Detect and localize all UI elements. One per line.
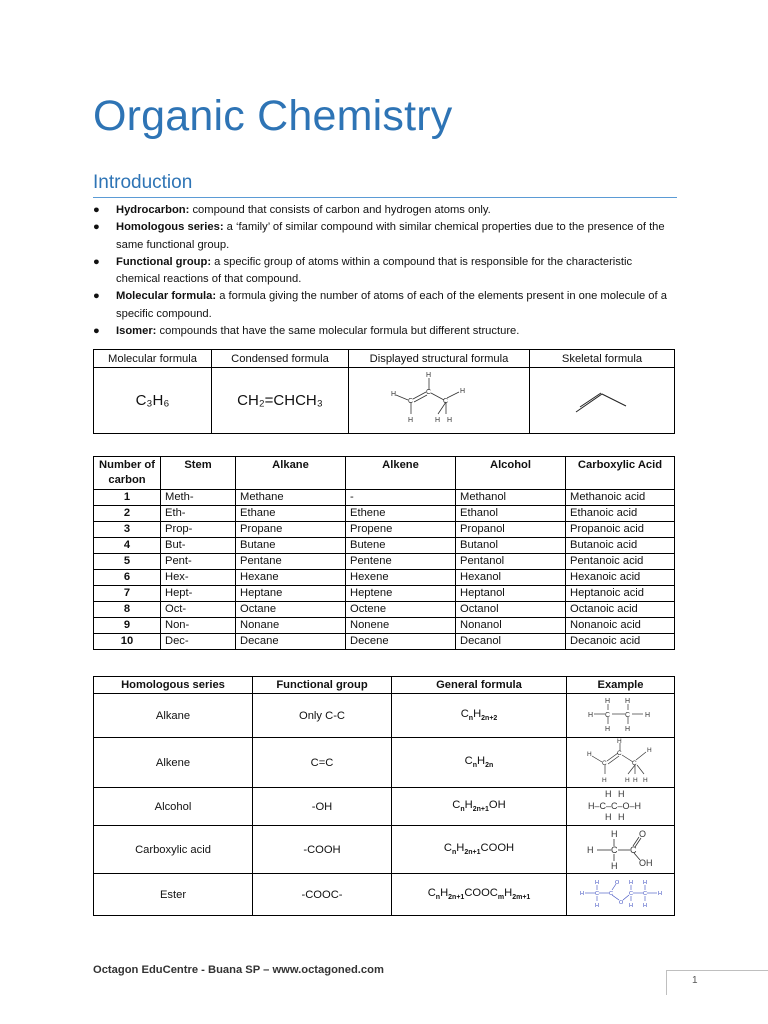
term: Functional group: bbox=[116, 255, 212, 268]
svg-text:O: O bbox=[618, 900, 623, 906]
table-row: 1 Meth- Methane - Methanol Methanoic acid bbox=[94, 489, 675, 505]
svg-text:H: H bbox=[586, 751, 592, 758]
term: Isomer: bbox=[116, 325, 157, 338]
svg-text:H: H bbox=[594, 880, 599, 886]
table-row: 9 Non- Nonane Nonene Nonanol Nonanoic acid bbox=[94, 617, 675, 633]
svg-text:C: C bbox=[604, 712, 610, 719]
general-formula: $C_nH_{2n+1}COOC_mH_{2m+1}$ bbox=[392, 874, 567, 916]
ethanoic-acid-structure-icon bbox=[584, 826, 658, 870]
general-formula: $C_nH_{2n+2}$ bbox=[392, 694, 567, 738]
svg-text:H: H bbox=[601, 777, 607, 784]
svg-text:H: H bbox=[604, 812, 611, 822]
column-header: Homologous series bbox=[94, 677, 253, 694]
table-row: 6 Hex- Hexane Hexene Hexanol Hexanoic acid bbox=[94, 569, 675, 585]
page-footer: Octagon EduCentre - Buana SP – www.octagoned.com bbox=[93, 964, 384, 976]
svg-text:H: H bbox=[586, 845, 593, 855]
svg-text:C: C bbox=[594, 891, 599, 897]
svg-text:H: H bbox=[435, 417, 441, 424]
svg-text:H: H bbox=[579, 891, 584, 897]
formula-types-table bbox=[93, 349, 675, 434]
svg-text:H: H bbox=[642, 777, 648, 784]
svg-text:C: C bbox=[616, 750, 622, 757]
list-item bbox=[93, 288, 677, 323]
svg-text:H: H bbox=[628, 903, 633, 909]
definition-list bbox=[93, 202, 677, 340]
table-row: Alkane Only C-C $C_nH_{2n+2}$ H C C H H H H H bbox=[94, 694, 675, 738]
bullet-icon: ● bbox=[93, 204, 100, 216]
column-header: Carboxylic Acid bbox=[566, 457, 675, 490]
table-row: 5 Pent- Pentane Pentene Pentanol Pentanoic acid bbox=[94, 553, 675, 569]
example-cell bbox=[567, 874, 675, 916]
svg-text:C: C bbox=[426, 389, 432, 396]
column-header: Displayed structural formula bbox=[349, 350, 530, 368]
svg-text:C: C bbox=[642, 891, 647, 897]
page-number: 1 bbox=[692, 975, 698, 986]
svg-text:H: H bbox=[610, 829, 617, 839]
svg-text:H: H bbox=[617, 789, 624, 799]
svg-text:OH: OH bbox=[638, 858, 652, 868]
svg-text:H: H bbox=[391, 391, 397, 398]
skeletal-structure-cell bbox=[530, 368, 675, 434]
column-header: Number of carbon bbox=[94, 457, 161, 490]
svg-text:H: H bbox=[646, 747, 652, 754]
svg-text:H: H bbox=[604, 789, 611, 799]
column-header: Functional group bbox=[253, 677, 392, 694]
definition: a specific group of atoms within a compound that is responsible for the characteristic chemical reactions of that compound. bbox=[116, 255, 633, 286]
svg-text:H: H bbox=[604, 726, 610, 732]
table-row: Alcohol -OH $C_nH_{2n+1}OH$ H H H–C–C–O–H H H bbox=[94, 788, 675, 826]
column-header: Example bbox=[567, 677, 675, 694]
propene-displayed-structure-icon bbox=[384, 368, 494, 430]
table-row: 2 Eth- Ethane Ethene Ethanol Ethanoic acid bbox=[94, 505, 675, 521]
svg-text:H: H bbox=[628, 880, 633, 886]
svg-text:H: H bbox=[408, 417, 414, 424]
definition: compound that consists of carbon and hydrogen atoms only. bbox=[189, 204, 491, 216]
column-header: General formula bbox=[392, 677, 567, 694]
list-item bbox=[93, 254, 677, 289]
column-header: Condensed formula bbox=[212, 350, 349, 368]
column-header: Alkene bbox=[346, 457, 456, 490]
svg-text:H: H bbox=[587, 712, 593, 719]
table-row: Ester -COOC- $C_nH_{2n+1}COOC_mH_{2m+1}$ H C H H C O O C C H H H H H bbox=[94, 874, 675, 916]
bullet-icon: ● bbox=[93, 255, 100, 268]
term: Hydrocarbon: bbox=[116, 204, 190, 216]
svg-text:H: H bbox=[642, 903, 647, 909]
list-item bbox=[93, 219, 677, 254]
example-cell bbox=[567, 738, 675, 788]
general-formula: $C_nH_{2n}$ bbox=[392, 738, 567, 788]
column-header: Alcohol bbox=[456, 457, 566, 490]
ethanol-structure-icon bbox=[585, 788, 657, 822]
propene-skeletal-structure-icon bbox=[572, 382, 632, 416]
displayed-structure-cell bbox=[349, 368, 530, 434]
general-formula: $C_nH_{2n+1}OH$ bbox=[392, 788, 567, 826]
table-row: 4 But- Butane Butene Butanol Butanoic acid bbox=[94, 537, 675, 553]
svg-text:C: C bbox=[608, 891, 613, 897]
column-header: Skeletal formula bbox=[530, 350, 675, 368]
svg-text:H: H bbox=[632, 777, 638, 784]
svg-text:O: O bbox=[614, 880, 619, 886]
table-row: 7 Hept- Heptane Heptene Heptanol Heptanoic acid bbox=[94, 585, 675, 601]
bullet-icon: ● bbox=[93, 221, 100, 234]
svg-text:C: C bbox=[443, 398, 449, 405]
svg-text:H: H bbox=[644, 712, 650, 719]
example-cell bbox=[567, 694, 675, 738]
svg-text:C: C bbox=[408, 398, 414, 405]
svg-text:C: C bbox=[610, 845, 617, 855]
section-heading-introduction: Introduction bbox=[93, 172, 193, 193]
svg-text:H: H bbox=[617, 812, 624, 822]
bullet-icon: ● bbox=[93, 325, 100, 338]
ethane-structure-icon bbox=[585, 696, 657, 732]
column-header: Stem bbox=[161, 457, 236, 490]
page-title: Organic Chemistry bbox=[93, 92, 453, 140]
svg-text:H: H bbox=[426, 372, 432, 379]
svg-text:H: H bbox=[642, 880, 647, 886]
propene-structure-icon bbox=[584, 738, 658, 784]
definition: a ‘family’ of similar compound with similar chemical properties due to the presence of the same functional group. bbox=[116, 221, 665, 251]
condensed-formula: CH₂=CHCH₃ bbox=[212, 368, 349, 434]
example-cell bbox=[567, 788, 675, 826]
molecular-formula: C₃H₆ bbox=[94, 368, 212, 434]
svg-text:H: H bbox=[616, 738, 622, 745]
list-item bbox=[93, 323, 677, 340]
table-row: Carboxylic acid -COOH $C_nH_{2n+1}COOH$ H H C H C O OH bbox=[94, 826, 675, 874]
svg-text:C: C bbox=[631, 760, 637, 767]
svg-text:H–C–C–O–H: H–C–C–O–H bbox=[587, 801, 641, 811]
list-item bbox=[93, 202, 677, 219]
heading-underline bbox=[93, 197, 677, 198]
svg-text:C: C bbox=[601, 760, 607, 767]
page-number-box bbox=[666, 970, 768, 995]
svg-text:O: O bbox=[638, 829, 646, 839]
term: Homologous series: bbox=[116, 221, 224, 234]
column-header: Alkane bbox=[236, 457, 346, 490]
table-header-row bbox=[94, 457, 675, 490]
svg-text:H: H bbox=[657, 891, 662, 897]
table-row: 8 Oct- Octane Octene Octanol Octanoic acid bbox=[94, 601, 675, 617]
table-row: 3 Prop- Propane Propene Propanol Propanoic acid bbox=[94, 521, 675, 537]
term: Molecular formula: bbox=[116, 290, 217, 303]
table-row bbox=[94, 368, 675, 434]
column-header: Molecular formula bbox=[94, 350, 212, 368]
definition: compounds that have the same molecular formula but different structure. bbox=[156, 325, 520, 338]
bullet-icon: ● bbox=[93, 290, 100, 303]
table-row: 10 Dec- Decane Decene Decanol Decanoic acid bbox=[94, 633, 675, 649]
svg-text:H: H bbox=[610, 861, 617, 870]
svg-text:H: H bbox=[624, 698, 630, 705]
definition: a formula giving the number of atoms of each of the elements present in one molecule of a specific compound. bbox=[116, 290, 667, 320]
example-cell bbox=[567, 826, 675, 874]
svg-text:H: H bbox=[604, 698, 610, 705]
table-header-row bbox=[94, 350, 675, 368]
naming-table bbox=[93, 456, 675, 650]
svg-text:C: C bbox=[624, 712, 630, 719]
svg-text:H: H bbox=[460, 388, 466, 395]
ester-structure-icon bbox=[579, 875, 663, 911]
homologous-series-table bbox=[93, 676, 675, 916]
svg-text:H: H bbox=[624, 777, 630, 784]
svg-text:C: C bbox=[628, 891, 633, 897]
table-header-row bbox=[94, 677, 675, 694]
svg-text:H: H bbox=[624, 726, 630, 732]
svg-text:C: C bbox=[629, 845, 636, 855]
svg-text:H: H bbox=[594, 903, 599, 909]
table-row: Alkene C=C $C_nH_{2n}$ H C C H C H H H H H bbox=[94, 738, 675, 788]
svg-text:H: H bbox=[447, 417, 453, 424]
general-formula: $C_nH_{2n+1}COOH$ bbox=[392, 826, 567, 874]
